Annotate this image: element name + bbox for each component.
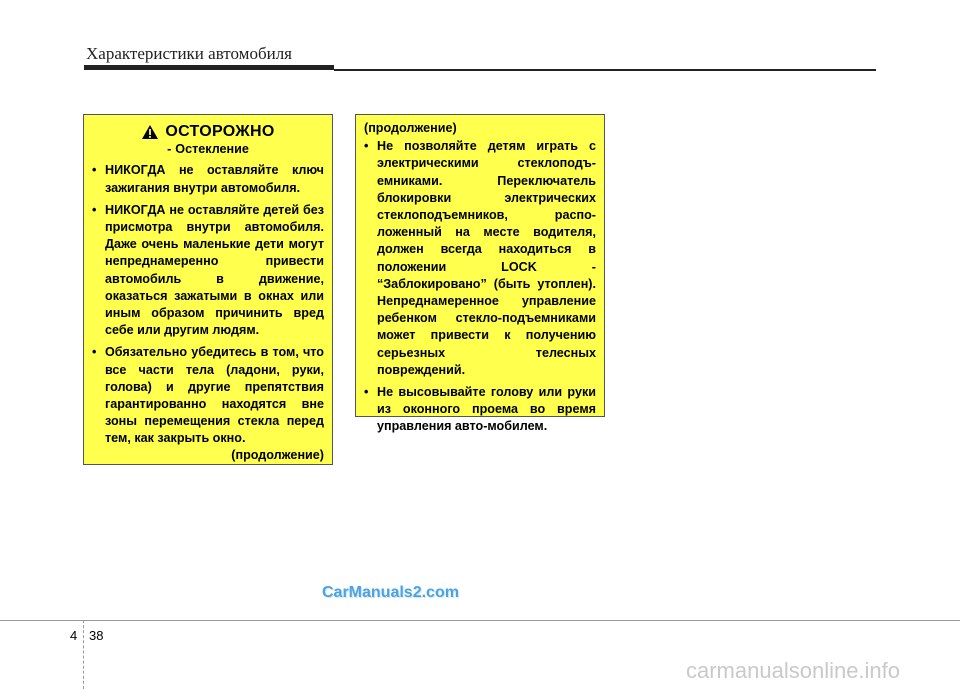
page-number: 38	[89, 628, 104, 643]
header-rule-thick	[84, 65, 334, 70]
header-rule-thin	[334, 69, 876, 71]
list-item: • Не позволяйте детям играть с электрическими стеклоподъ-емниками. Переключатель блокировки электрических стеклоподъемников, распо-ложенный на месте водителя, должен всегда находиться в положении LOCK - “Заблокировано” (быть утоплен). Непреднамеренное управление ребенком стекло-подъемниками может привести к получению серьезных телесных повреждений.	[364, 138, 596, 379]
warning-triangle-icon	[141, 124, 159, 140]
page-header-title: Характеристики автомобиля	[86, 44, 292, 63]
caution-list-left	[92, 162, 324, 447]
footer-divider	[83, 620, 84, 689]
continued-label: (продолжение)	[364, 121, 457, 135]
footer-rule	[0, 620, 960, 621]
list-item: • Не высовывайте голову или руки из оконного проема во время управления авто-мобилем.	[364, 384, 596, 436]
chapter-number: 4	[70, 628, 78, 643]
caution-list-right	[364, 138, 596, 435]
continued-label: (продолжение)	[231, 447, 324, 462]
caution-box-left	[83, 114, 333, 465]
site-watermark: carmanualsonline.info	[686, 658, 901, 683]
list-item: • НИКОГДА не оставляйте ключ зажигания внутри автомобиля.	[92, 162, 324, 196]
caution-subtitle: - Остекление	[167, 142, 249, 157]
caution-box-right	[355, 114, 605, 434]
caution-title: ОСТОРОЖНО	[165, 123, 275, 140]
watermark-link[interactable]: CarManuals2.com	[322, 584, 459, 601]
list-item: • НИКОГДА не оставляйте детей без присмотра внутри автомобиля. Даже очень маленькие дети могут непреднамеренно привести автомобиль в движение, оказаться зажатыми в окнах или иным образом причинить вред себе или другим людям.	[92, 202, 324, 340]
list-item: • Обязательно убедитесь в том, что все части тела (ладони, руки, голова) и другие препятствия гарантированно находятся вне зоны перемещения стекла перед тем, как закрыть окно.	[92, 344, 324, 447]
caution-heading	[92, 123, 324, 140]
